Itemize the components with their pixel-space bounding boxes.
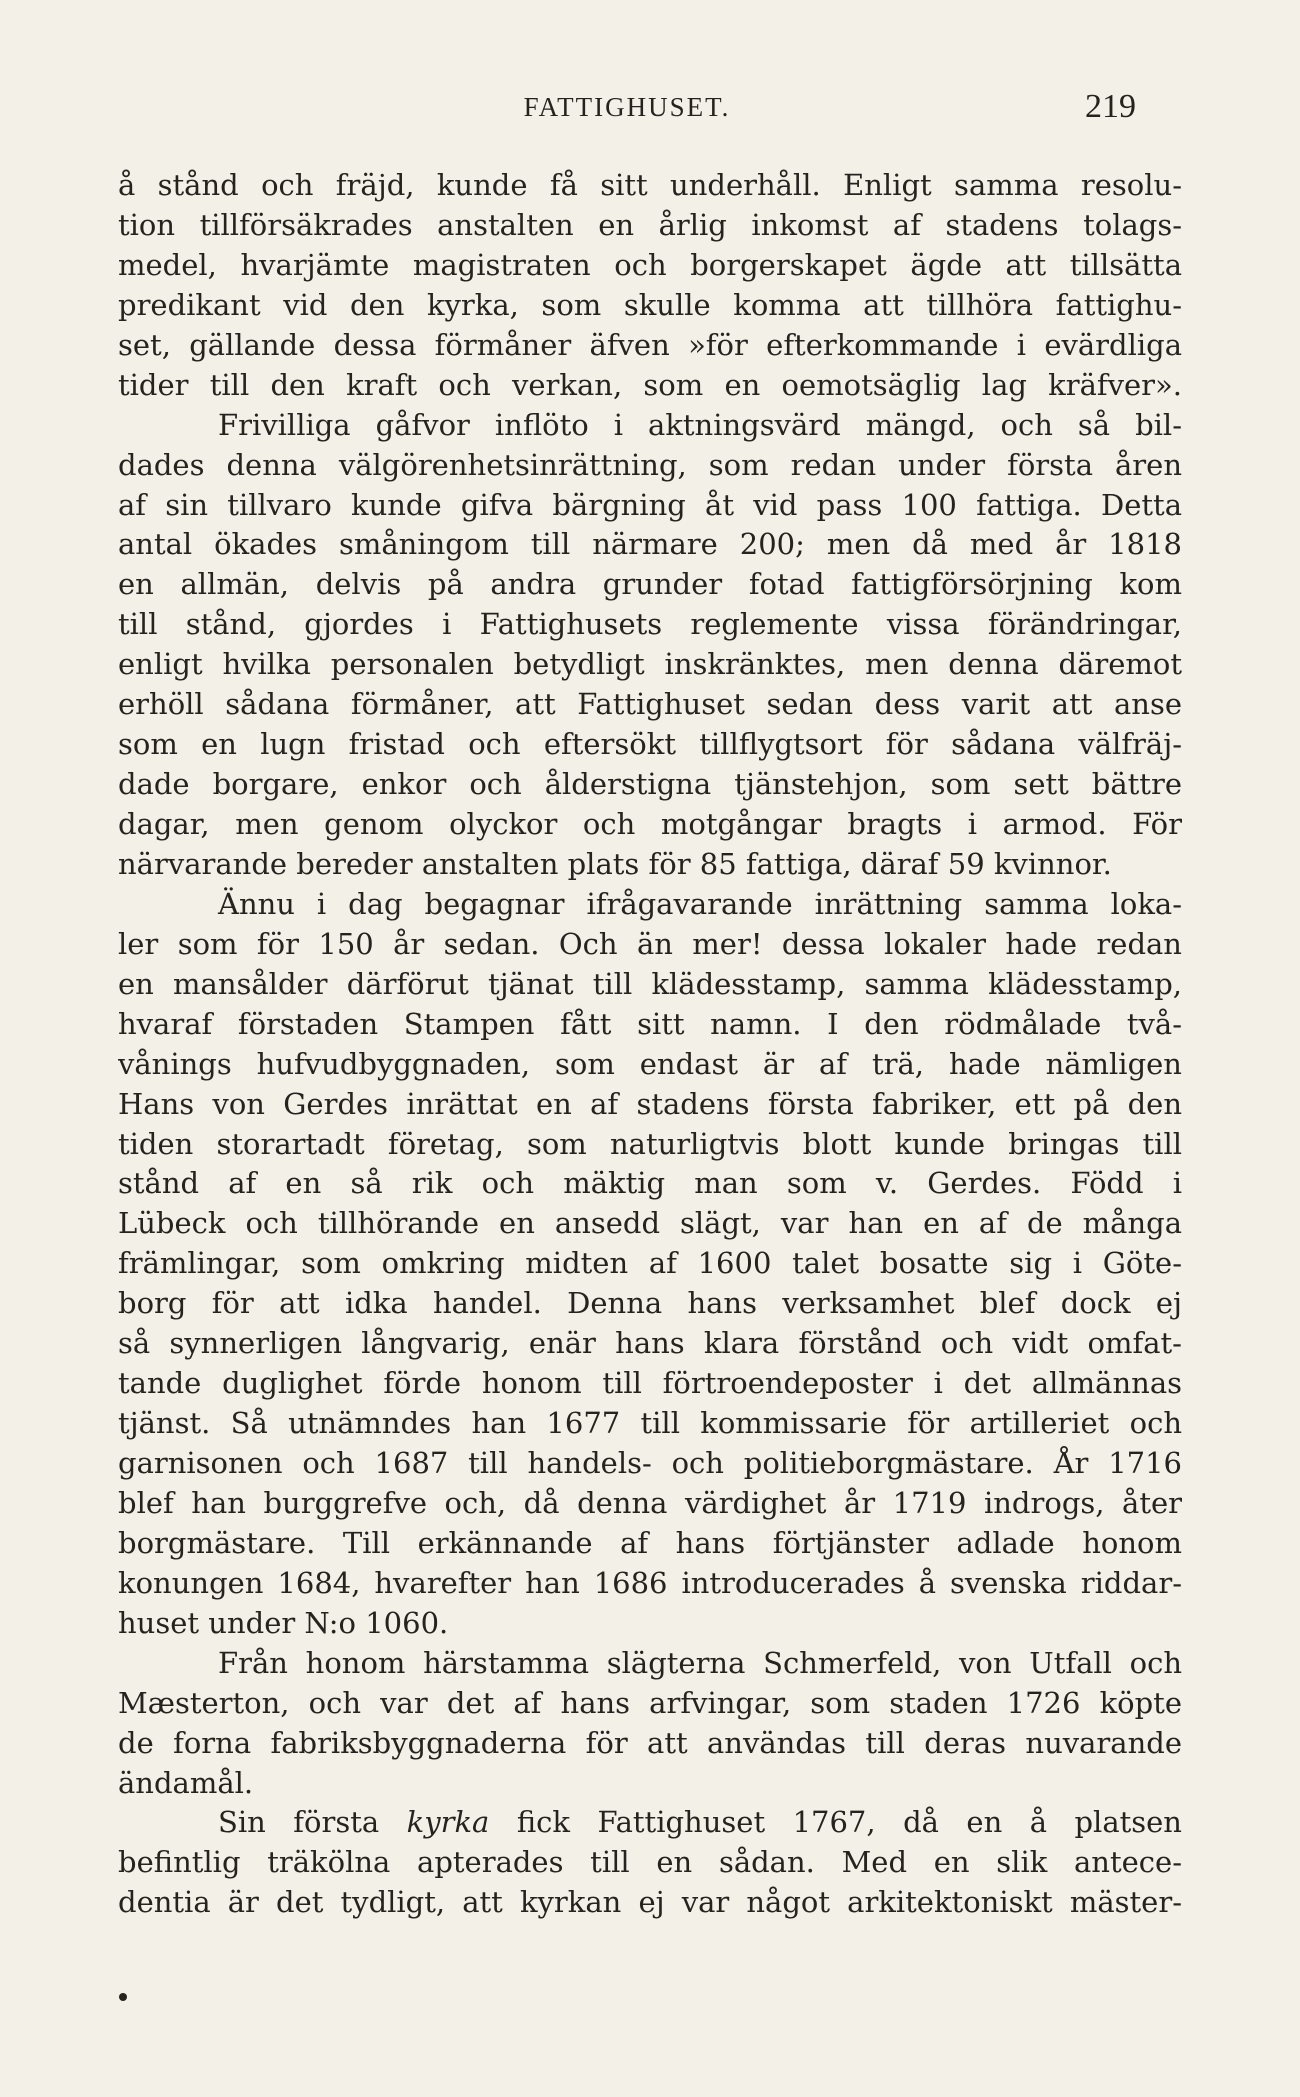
text-line: stånd af en så rik och mäktig man som v. Gerdes. Född i: [118, 1166, 1182, 1201]
text-line: en mansålder därförut tjänat till klädesstamp, samma klädesstamp,: [118, 966, 1182, 1001]
text-line: tjänst. Så utnämndes han 1677 till kommissarie för artilleriet och: [118, 1406, 1182, 1441]
text-line: närvarande bereder anstalten plats för 85 fattiga, däraf 59 kvinnor.: [118, 846, 1112, 881]
text-line: dentia är det tydligt, att kyrkan ej var något arkitektoniskt mäster-: [118, 1885, 1182, 1920]
text-line: set, gällande dessa förmåner äfven »för efterkommande i evärdliga: [118, 327, 1182, 362]
text-line: huset under N:o 1060.: [118, 1605, 449, 1640]
text-line: Lübeck och tillhörande en ansedd slägt, var han en af de många: [118, 1206, 1182, 1241]
text-line: blef han burggrefve och, då denna värdighet år 1719 indrogs, åter: [118, 1485, 1182, 1520]
text-line: som en lugn fristad och eftersökt tillflygtsort för sådana välfräj-: [118, 727, 1182, 762]
text-line: borg för att idka handel. Denna hans verksamhet blef dock ej: [118, 1286, 1182, 1321]
text-line: främlingar, som omkring midten af 1600 talet bosatte sig i Göte-: [118, 1246, 1182, 1281]
text-line: medel, hvarjämte magistraten och borgerskapet ägde att tillsätta: [118, 247, 1182, 282]
text-line: garnisonen och 1687 till handels- och politieborgmästare. År 1716: [118, 1446, 1182, 1480]
text-line: tiden storartadt företag, som naturligtvis blott kunde bringas till: [118, 1126, 1182, 1161]
text-line: tider till den kraft och verkan, som en oemotsäglig lag kräfver».: [118, 367, 1182, 402]
text-segment: Sin första: [218, 1805, 407, 1840]
text-line: befintlig träkölna apterades till en sådan. Med en slik antece-: [118, 1845, 1182, 1880]
text-line: [118, 1803, 1182, 1843]
text-line: ler som för 150 år sedan. Och än mer! dessa lokaler hade redan: [118, 926, 1182, 961]
text-line: konungen 1684, hvarefter han 1686 introducerades å svenska riddar-: [118, 1565, 1182, 1600]
text-line: Mæsterton, och var det af hans arfvingar, som staden 1726 köpte: [118, 1685, 1182, 1720]
text-line: borgmästare. Till erkännande af hans förtjänster adlade honom: [118, 1525, 1182, 1560]
text-line: ändamål.: [118, 1765, 254, 1800]
text-line: hvaraf förstaden Stampen fått sitt namn. I den rödmålade två-: [118, 1006, 1182, 1041]
text-line: erhöll sådana förmåner, att Fattighuset sedan dess varit att anse: [118, 687, 1182, 722]
text-line: Från honom härstamma slägterna Schmerfeld, von Utfall och: [218, 1645, 1182, 1680]
ink-dot: [119, 1993, 127, 2001]
text-line: en allmän, delvis på andra grunder fotad fattigförsörjning kom: [118, 567, 1182, 602]
page-header: [118, 88, 1136, 128]
body-text: [118, 166, 1182, 1923]
text-line: dagar, men genom olyckor och motgångar bragts i armod. För: [118, 807, 1182, 841]
page-number: 219: [1085, 88, 1136, 125]
text-segment: fick Fattighuset 1767, då en å platsen: [489, 1805, 1182, 1840]
text-line: tande duglighet förde honom till förtroendeposter i det allmännas: [118, 1366, 1182, 1401]
text-line: dades denna välgörenhetsinrättning, som redan under första åren: [118, 447, 1182, 482]
text-line: Frivilliga gåfvor inflöto i aktningsvärd mängd, och så bil-: [218, 407, 1182, 442]
emphasized-word: kyrka: [406, 1805, 490, 1840]
text-line: Hans von Gerdes inrättat en af stadens första fabriker, ett på den: [118, 1086, 1182, 1121]
text-line: af sin tillvaro kunde gifva bärgning åt vid pass 100 fattiga. Detta: [118, 487, 1182, 522]
text-line: å stånd och fräjd, kunde få sitt underhåll. Enligt samma resolu-: [118, 168, 1182, 202]
text-line: enligt hvilka personalen betydligt inskränktes, men denna däremot: [118, 647, 1182, 682]
text-line: vånings hufvudbyggnaden, som endast är af trä, hade nämligen: [118, 1046, 1182, 1081]
text-line: Ännu i dag begagnar ifrågavarande inrättning samma loka-: [218, 886, 1182, 921]
text-line: dade borgare, enkor och ålderstigna tjänstehjon, som sett bättre: [118, 767, 1182, 802]
text-line: predikant vid den kyrka, som skulle komma att tillhöra fattighu-: [118, 287, 1182, 322]
text-line: så synnerligen långvarig, enär hans klara förstånd och vidt omfat-: [118, 1326, 1182, 1361]
text-line: tion tillförsäkrades anstalten en årlig inkomst af stadens tolags-: [118, 207, 1182, 242]
text-line: till stånd, gjordes i Fattighusets reglemente vissa förändringar,: [118, 607, 1182, 642]
text-line: antal ökades småningom till närmare 200; men då med år 1818: [118, 527, 1182, 562]
text-line: de forna fabriksbyggnaderna för att användas till deras nuvarande: [118, 1725, 1182, 1760]
running-title: FATTIGHUSET.: [523, 92, 731, 122]
